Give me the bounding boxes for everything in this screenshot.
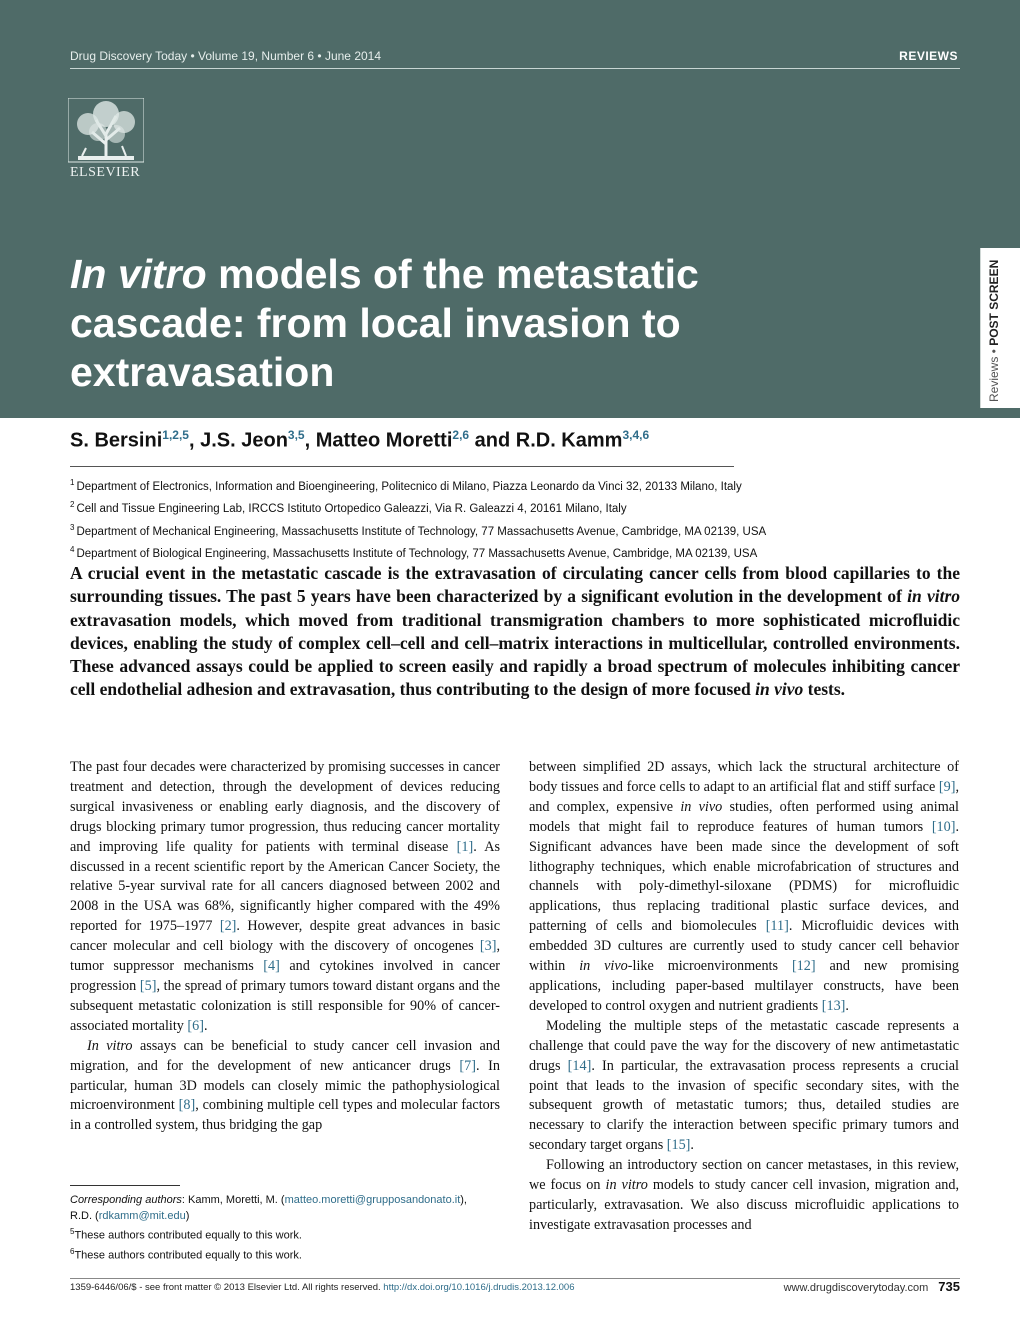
text-run: and cytokines involved in cancer progression [70,958,500,994]
affiliation [70,496,970,518]
text-run: and new promising applications, including paper-based multilayer constructs, have been developed to control oxygen and nutrient gradients [529,958,959,1014]
abstract-part: A crucial event in the metastatic cascade is the extravasation of circulating cancer cells from blood capillaries to the surrounding tissues. The past 5 years have been characterized by a significant evolution in the development of [70,563,960,607]
page-number: 735 [938,1279,960,1294]
corr-initials: R.D. [70,1210,92,1222]
author-divider [70,466,734,467]
body-paragraph [70,758,500,1037]
text-run: . Microfluidic devices with embedded 3D cultures are currently used to study cancer cell behavior within [529,918,959,975]
text-run: between simplified 2D assays, which lack the structural architecture of body tissues and force cells to adapt to an artificial flat and stiff surface [529,759,959,795]
text-run: Modeling the multiple steps of the metastatic cascade represents a challenge that could pave the way for the discovery of new antimetastatic drugs [529,1017,959,1074]
text-run: The past four decades were characterized by promising successes in cancer treatment and detection, through the development of devices reducing surgical invasiveness or enabling early diagnosis, and the discovery of drugs blocking primary tumor progression, thus reducing cancer mortality and improving life quality for patients with terminal disease [70,759,500,855]
body-paragraph [529,1017,959,1156]
affiliation [70,474,970,496]
text-run: , combining multiple cell types and molecular factors in a controlled system, thus bridging the gap [70,1097,500,1134]
citation-link[interactable]: [4] [263,958,280,975]
footer-issn: 1359-6446/06/$ - see front matter © 2013 Elsevier Ltd. All rights reserved. [70,1282,381,1293]
citation-link[interactable]: [8] [178,1097,196,1114]
title-italic: In vitro [70,251,207,297]
affiliation [70,541,970,563]
text-run: studies, often performed using animal models that might fail to reproduce features of human tumors [529,798,959,835]
footnote-5 [70,1224,500,1244]
corr-label: Corresponding authors [70,1194,182,1206]
affiliation-text: Department of Biological Engineering, Massachusetts Institute of Technology, 77 Massachusetts Avenue, Cambridge, MA 02139, USA [76,547,758,560]
italic-term: in vivo [579,958,628,975]
body-column-right [529,758,959,1236]
text-run: . In particular, human 3D models can closely mimic the pathophysiological microenvironment [70,1057,500,1114]
text-run: . As discussed in a recent scientific report by the American Cancer Society, the relative 5-year survival rate for all cancers diagnosed between 2002 and 2008 in the USA was 68%, significantly higher compared with the 49% reported for 1975–1977 [70,838,501,935]
body-paragraph [70,1037,500,1137]
italic-term: in vivo [680,798,723,815]
citation-link[interactable]: [14] [567,1057,592,1074]
author-affiliation-marker: 3,5 [287,428,305,442]
text-run: . [845,997,849,1014]
abstract [70,562,960,702]
body-column-left [70,758,500,1136]
citation-link[interactable]: [2] [219,918,237,935]
text-run: . However, despite great advances in basic cancer molecular and cell biology with the discovery of oncogenes [70,918,500,955]
abstract-part: extravasation models, which moved from traditional transmigration chambers to more sophisticated microfluidic devices, enabling the study of complex cell–cell and cell–matrix interactions in multicellular, controlled environments. These advanced assays could be applied to screen easily and rapidly a broad spectrum of molecules inhibiting cancer cell endothelial adhesion and extravasation, thus contributing to the design of more focused [70,609,960,700]
publisher-wordmark: ELSEVIER [70,165,141,180]
author-name: Matteo Moretti [315,429,453,452]
affiliation-number: 2 [70,500,75,510]
citation-link[interactable]: [11] [765,918,789,935]
running-head: Drug Discovery Today • Volume 19, Number 6 • June 2014 [70,49,382,63]
title-rest: models of the metastatic cascade: from local invasion to extravasation [70,251,699,395]
citation-link[interactable]: [3] [479,938,497,955]
affiliation [70,519,970,541]
author-separator: , [304,429,316,452]
footnotes [70,1192,500,1263]
text-run: models to study cancer cell invasion, migration and, particularly, extravasation. We also discuss microfluidic applications to investigate extravasation processes and [529,1177,959,1233]
citation-link[interactable]: [12] [791,958,816,975]
author-separator: , [188,429,201,452]
text-run: . [690,1137,694,1154]
affiliation-number: 3 [70,522,75,532]
citation-link[interactable]: [9] [938,778,956,795]
affiliation-list [70,474,970,563]
citation-link[interactable]: [1] [456,838,474,855]
footnote-5-text: These authors contributed equally to this work. [74,1229,302,1242]
author-affiliation-marker: 1,2,5 [162,428,189,442]
author-name: J.S. Jeon [200,429,288,452]
side-tab-prefix: Reviews • [987,345,1001,402]
text-run: -like microenvironments [627,958,792,975]
italic-term: In vitro [87,1037,133,1054]
affiliation-number: 1 [70,478,75,487]
affiliation-text: Cell and Tissue Engineering Lab, IRCCS Istituto Ortopedico Galeazzi, Via R. Galeazzi 4, 20161 Milano, Italy [76,503,627,516]
body-paragraph [529,758,959,1017]
affiliation-text: Department of Electronics, Information and Bioengineering, Politecnico di Milano, Piazza Leonardo da Vinci 32, 20133 Milano, Italy [76,480,742,493]
abstract-italic: in vivo [755,679,804,700]
abstract-italic: in vitro [907,586,961,607]
author-separator: and [469,429,516,452]
text-run: assays can be beneficial to study cancer cell invasion and migration, and for the development of new anticancer drugs [70,1037,500,1074]
email-link-moretti[interactable]: matteo.moretti@grupposandonato.it [284,1194,461,1206]
citation-link[interactable]: [7] [459,1057,476,1074]
text-run: . [203,1017,208,1034]
abstract-part: tests. [803,679,846,700]
affiliation-text: Department of Mechanical Engineering, Massachusetts Institute of Technology, 77 Massachusetts Avenue, Cambridge, MA 02139, USA [76,525,767,538]
section-label: REVIEWS [899,49,958,63]
footnote-divider [70,1185,180,1186]
footer-copyright [70,1282,574,1293]
footnote-6-text: These authors contributed equally to this work. [74,1249,302,1262]
doi-link[interactable]: http://dx.doi.org/10.1016/j.drudis.2013.12.006 [383,1282,575,1293]
corresponding-authors-2: R.D. (rdkamm@mit.edu) [70,1210,190,1222]
email-link-kamm[interactable]: rdkamm@mit.edu [98,1210,186,1222]
affiliation-number: 4 [70,544,75,554]
author-name: R.D. Kamm [515,429,623,452]
author-list [70,428,649,453]
side-tab-label: POST SCREEN [987,259,1001,346]
citation-link[interactable]: [6] [187,1017,204,1034]
footnote-5-marker: 5 [70,1227,75,1236]
footnote-6-marker: 6 [70,1246,75,1256]
text-run: , the spread of primary tumors toward distant organs and the subsequent metastatic colonization is still responsible for 90% of cancer-associated mortality [70,977,500,1034]
text-run: . In particular, the extravasation process represents a crucial point that leads to the invasion of specific secondary sites, with the subsequent growth of metastatic tumors; thus, detailed studies are necessary to clarify the interaction between specific primary tumors and secondary target organs [529,1057,959,1154]
citation-link[interactable]: [5] [139,977,157,994]
header-divider [70,68,960,69]
text-run: . Significant advances have been made since the development of soft lithography techniques, which enable microfabrication of structures and channels with poly-dimethyl-siloxane (PDMS) for microfluidic applications, thus replacing traditional plastic surface devices, and patterning of cells and biomolecules [529,818,959,935]
footnote-6 [70,1244,500,1264]
author-affiliation-marker: 3,4,6 [622,428,650,442]
side-section-text [987,260,1001,402]
corresponding-authors: Corresponding authors: Kamm, Moretti, M. (matteo.moretti@grupposandonato.it), [70,1194,467,1206]
text-run: Following an introductory section on cancer metastases, in this review, we focus on [529,1157,959,1194]
article-title [70,250,830,397]
body-paragraph [529,1156,959,1236]
citation-link[interactable]: [10] [931,818,956,835]
text-run: , tumor suppressor mechanisms [70,938,500,975]
text-run: , and complex, expensive [529,778,959,815]
citation-link[interactable]: [15] [666,1137,691,1154]
author-name: S. Bersini [70,429,163,452]
author-affiliation-marker: 2,6 [452,428,470,442]
header-banner [0,0,1020,418]
corr-names: : Kamm, Moretti, M. [181,1194,278,1206]
italic-term: in vitro [605,1177,648,1194]
journal-website-link[interactable]: www.drugdiscoverytoday.com [783,1282,929,1294]
citation-link[interactable]: [13] [821,997,846,1014]
footer-site [784,1279,960,1294]
